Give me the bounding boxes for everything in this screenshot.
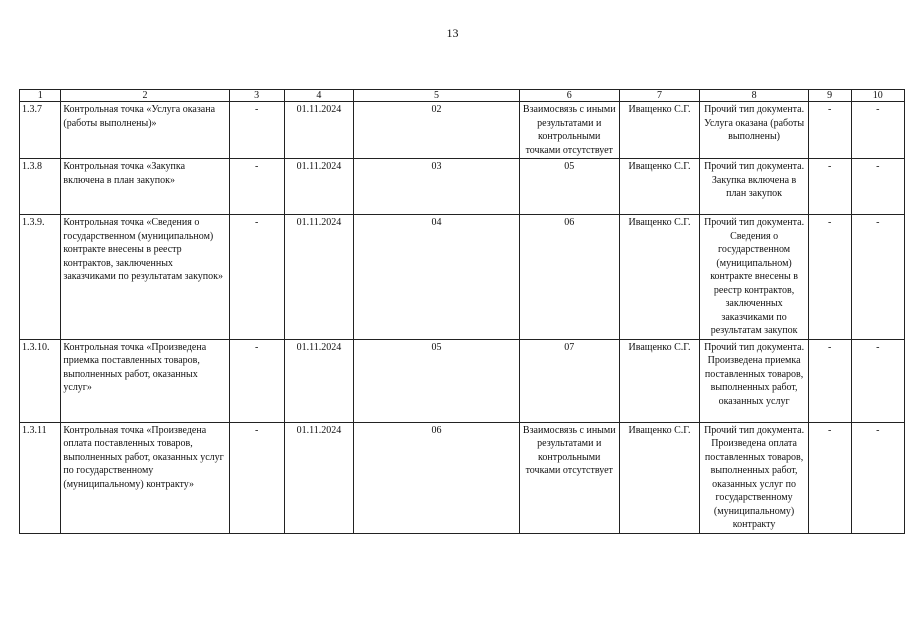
row-number: 1.3.7: [20, 102, 61, 159]
date-cell: 01.11.2024: [284, 339, 354, 422]
cell-col6: Взаимосвязь с иными результатами и контрольными точками отсутствует: [519, 422, 619, 533]
cell-col6: Взаимосвязь с иными результатами и контрольными точками отсутствует: [519, 102, 619, 159]
responsible-cell: Иващенко С.Г.: [619, 215, 700, 340]
cell-col6: 06: [519, 215, 619, 340]
date-cell: 01.11.2024: [284, 215, 354, 340]
column-header: 9: [808, 90, 851, 102]
header-row: [20, 90, 905, 102]
cell-col9: -: [808, 159, 851, 215]
cell-col3: -: [229, 422, 284, 533]
column-header: 1: [20, 90, 61, 102]
table-row: [20, 159, 905, 215]
doc-type-cell: Прочий тип документа. Произведена приемка поставленных товаров, выполненных работ, оказанных услуг: [700, 339, 808, 422]
cell-col9: -: [808, 339, 851, 422]
row-number: 1.3.11: [20, 422, 61, 533]
cell-col6: 05: [519, 159, 619, 215]
checkpoint-name: Контрольная точка «Закупка включена в план закупок»: [61, 159, 229, 215]
cell-col3: -: [229, 102, 284, 159]
cell-col5: 06: [354, 422, 520, 533]
cell-col10: -: [851, 159, 904, 215]
doc-type-cell: Прочий тип документа. Сведения о государственном (муниципальном) контракте внесены в реестр контрактов, заключенных заказчиками по результатам закупок: [700, 215, 808, 340]
checkpoint-name: Контрольная точка «Сведения о государственном (муниципальном) контракте внесены в реестр контрактов, заключенных заказчиками по результатам закупок»: [61, 215, 229, 340]
cell-col10: -: [851, 215, 904, 340]
table-row: [20, 339, 905, 422]
table-row: [20, 102, 905, 159]
column-header: 3: [229, 90, 284, 102]
cell-col9: -: [808, 102, 851, 159]
cell-col5: 04: [354, 215, 520, 340]
cell-col10: -: [851, 422, 904, 533]
column-header: 7: [619, 90, 700, 102]
column-header: 2: [61, 90, 229, 102]
responsible-cell: Иващенко С.Г.: [619, 102, 700, 159]
column-header: 8: [700, 90, 808, 102]
doc-type-cell: Прочий тип документа. Произведена оплата поставленных товаров, выполненных работ, оказанных услуг по государственному (муниципальному) контракту: [700, 422, 808, 533]
row-number: 1.3.9.: [20, 215, 61, 340]
row-number: 1.3.8: [20, 159, 61, 215]
column-header: 4: [284, 90, 354, 102]
date-cell: 01.11.2024: [284, 422, 354, 533]
date-cell: 01.11.2024: [284, 102, 354, 159]
plan-table: [19, 89, 905, 534]
column-header: 5: [354, 90, 520, 102]
date-cell: 01.11.2024: [284, 159, 354, 215]
cell-col5: 02: [354, 102, 520, 159]
cell-col5: 03: [354, 159, 520, 215]
row-number: 1.3.10.: [20, 339, 61, 422]
cell-col3: -: [229, 339, 284, 422]
cell-col10: -: [851, 339, 904, 422]
table-row: [20, 215, 905, 340]
responsible-cell: Иващенко С.Г.: [619, 422, 700, 533]
cell-col5: 05: [354, 339, 520, 422]
cell-col10: -: [851, 102, 904, 159]
cell-col6: 07: [519, 339, 619, 422]
responsible-cell: Иващенко С.Г.: [619, 339, 700, 422]
doc-type-cell: Прочий тип документа. Закупка включена в план закупок: [700, 159, 808, 215]
table-row: [20, 422, 905, 533]
checkpoint-name: Контрольная точка «Произведена оплата поставленных товаров, выполненных работ, оказанных услуг по государственному (муниципальному) контракту»: [61, 422, 229, 533]
doc-type-cell: Прочий тип документа. Услуга оказана (работы выполнены): [700, 102, 808, 159]
cell-col9: -: [808, 215, 851, 340]
cell-col3: -: [229, 215, 284, 340]
column-header: 10: [851, 90, 904, 102]
checkpoint-name: Контрольная точка «Произведена приемка поставленных товаров, выполненных работ, оказанных услуг»: [61, 339, 229, 422]
cell-col9: -: [808, 422, 851, 533]
checkpoint-name: Контрольная точка «Услуга оказана (работы выполнены)»: [61, 102, 229, 159]
page-number: 13: [446, 26, 459, 40]
responsible-cell: Иващенко С.Г.: [619, 159, 700, 215]
column-header: 6: [519, 90, 619, 102]
cell-col3: -: [229, 159, 284, 215]
